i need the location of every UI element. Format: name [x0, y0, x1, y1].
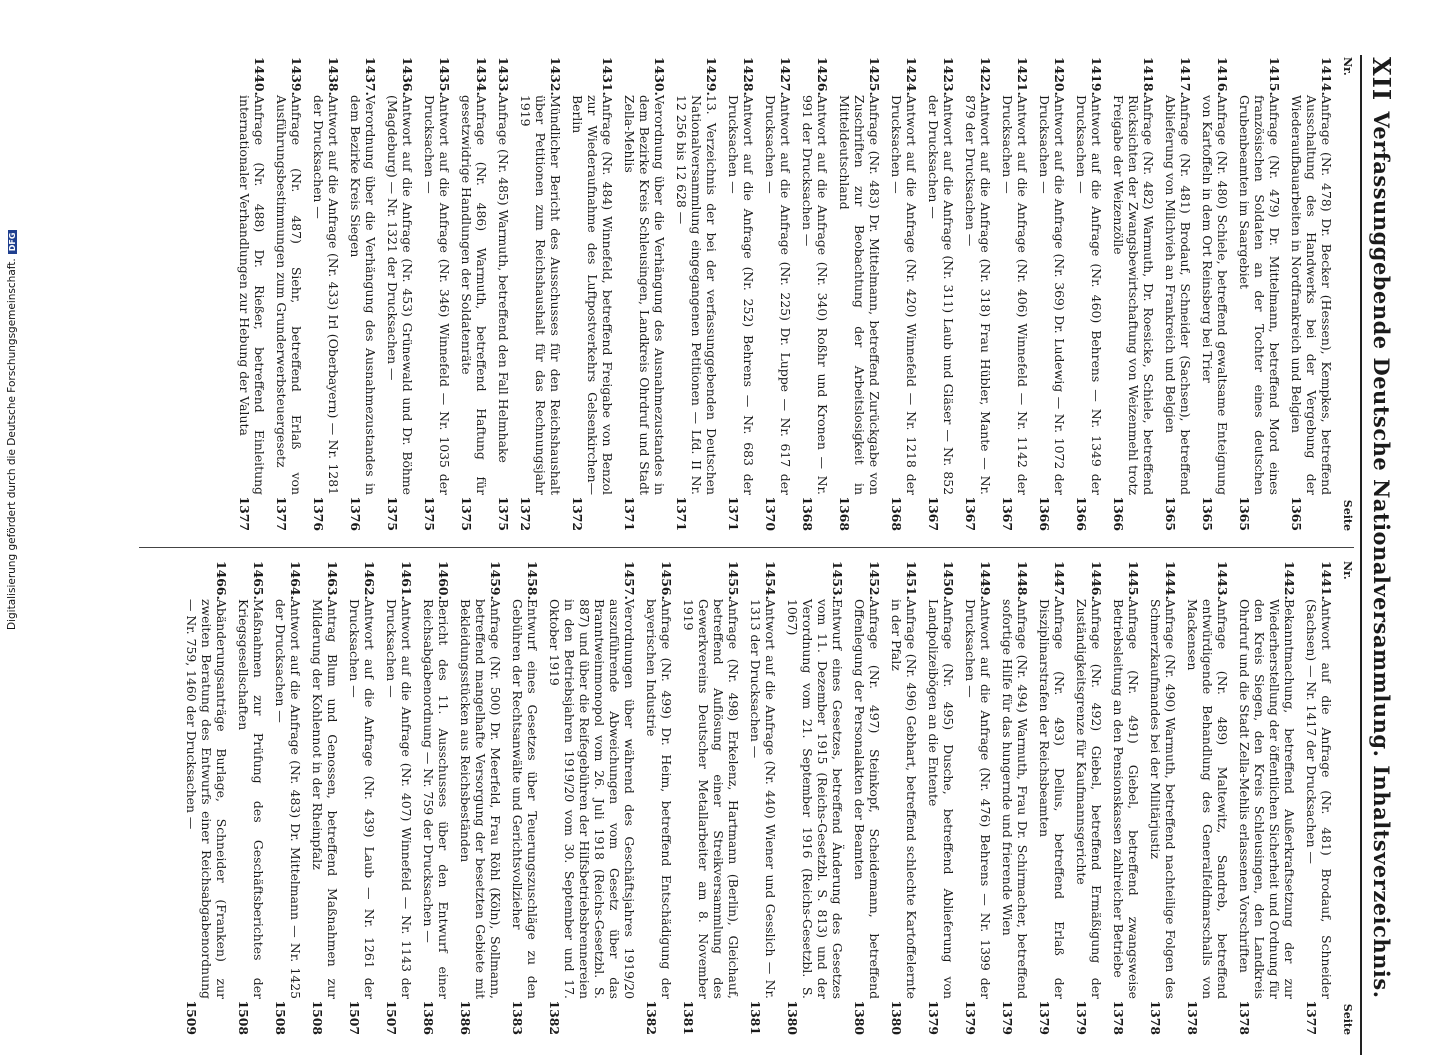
entry-text: Anfrage (Nr. 490) Warmuth, betreffend nachteilige Folgen des Schmerzkaufmandes bei der Militärjustiz — [1148, 599, 1178, 999]
toc-entry — [963, 55, 993, 533]
entry-page: 1365 — [1289, 496, 1304, 531]
toc-entry — [421, 559, 451, 1037]
entry-page: 1371 — [726, 496, 741, 531]
entry-number: 1452. — [867, 561, 882, 600]
left-entry-list — [237, 55, 1334, 533]
toc-entry — [237, 55, 267, 533]
entry-page: 1379 — [1074, 1000, 1089, 1035]
entry-page: 1508 — [236, 1000, 251, 1035]
entry-number: 1434. — [474, 57, 489, 96]
right-entry-list — [184, 559, 1334, 1037]
entry-page: 1508 — [310, 1000, 325, 1035]
toc-entry — [274, 55, 304, 533]
toc-entry — [422, 55, 452, 533]
entry-number: 1433. — [496, 57, 511, 96]
entry-number: 1459. — [488, 561, 503, 600]
entry-page: 1367 — [926, 496, 941, 531]
entry-page: 1380 — [852, 1000, 867, 1035]
entry-page: 1383 — [510, 1000, 525, 1035]
toc-entry — [385, 55, 415, 533]
entry-number: 1448. — [1015, 561, 1030, 600]
entry-text: Anfrage (Nr. 488) Dr. Rießer, betreffend Einleitung internationaler Verhandlungen zur Hebung der Valuta — [237, 95, 267, 495]
entry-text: Anfrage (Nr. 487) Siehr, betreffend Erlaß von Ausführungsbestimmungen zum Grunderwerbsteuergesetz — [274, 95, 304, 495]
toc-entry — [1304, 559, 1334, 1037]
entry-number: 1440. — [252, 57, 267, 96]
toc-entry — [1111, 559, 1141, 1037]
entry-text: Antwort auf die Anfrage (Nr. 225) Dr. Luppe — Nr. 617 der Drucksachen — — [763, 95, 793, 495]
entry-number: 1417. — [1178, 57, 1193, 96]
footer-text: Digitalisierung gefördert durch die Deutsche Forschungsgemeinschaft. — [6, 258, 18, 630]
entry-number: 1446. — [1089, 561, 1104, 600]
entry-page: 1367 — [1000, 496, 1015, 531]
entry-page: 1365 — [1163, 496, 1178, 531]
entry-page: 1380 — [889, 1000, 904, 1035]
toc-entry — [458, 559, 503, 1037]
toc-entry — [963, 559, 993, 1037]
toc-entry — [763, 55, 793, 533]
entry-number: 1442. — [1282, 561, 1297, 600]
entry-number: 1421. — [1015, 57, 1030, 96]
entry-page: 1371 — [674, 496, 689, 531]
toc-entry — [1074, 55, 1104, 533]
entry-text: Anfrage (Nr. 481) Brodauf, Schneider (Sachsen), betreffend Ablieferung von Milchvieh an Frankreich und Belgien — [1163, 95, 1193, 495]
toc-entry — [1185, 559, 1230, 1037]
entry-text: 13. Verzeichnis der bei der verfassunggebenden Deutschen Nationalversammlung eingegangenen Petitionen — Lfd. II Nr. 12 256 bis 12 628 — — [674, 95, 719, 495]
entry-number: 1454. — [763, 561, 778, 600]
entry-number: 1462. — [362, 561, 377, 600]
entry-number: 1431. — [600, 57, 615, 96]
entry-number: 1432. — [548, 57, 563, 96]
entry-page: 1378 — [1148, 1000, 1163, 1035]
page-header — [1360, 55, 1396, 1055]
entry-page: 1381 — [681, 1000, 696, 1035]
entry-page: 1378 — [1111, 1000, 1126, 1035]
entry-text: Anfrage (Nr. 494) Warmuth, Frau Dr. Schirmacher, betreffend sofortige Hilfe für das hungernde und frierende Wien — [1000, 599, 1030, 999]
column-divider — [139, 547, 1354, 548]
entry-text: Anfrage (Nr. 484) Winnefeld, betreffend Freigabe von Benzol zur Wiederaufnahme des Luftpostverkehrs Gelsenkirchen—Berlin — [570, 95, 615, 495]
toc-entry — [1163, 55, 1193, 533]
entry-text: Antwort auf die Anfrage (Nr. 407) Winnefeld — Nr. 1143 der Drucksachen — — [384, 599, 414, 999]
entry-number: 1428. — [741, 57, 756, 96]
entry-page: 1507 — [347, 1000, 362, 1035]
entry-number: 1427. — [778, 57, 793, 96]
entry-page: 1382 — [547, 1000, 562, 1035]
entry-page: 1370 — [763, 496, 778, 531]
toc-entry — [1289, 55, 1334, 533]
entry-page: 1366 — [1037, 496, 1052, 531]
entry-number: 1437. — [363, 57, 378, 96]
entry-page: 1371 — [622, 496, 637, 531]
toc-entry — [1074, 559, 1104, 1037]
entry-text: Antwort auf die Anfrage (Nr. 481) Brodauf, Schneider (Sachsen) — Nr. 1417 der Drucksachen — — [1304, 599, 1334, 999]
toc-entry — [1037, 559, 1067, 1037]
page-title: Verfassunggebende Deutsche Nationalversammlung. Inhaltsverzeichnis. — [1369, 111, 1394, 999]
entry-text: Verordnungen über während des Geschäftsjahres 1919/20 auszuführende Abweichungen vom Gesetz über das Branntweinmonopol vom 26. Juli 1918 (Reichs-Gesetzbl. S. 887) und über die Reifegebühren der Hilfsbetriebsbrennereien in den Betriebsjahren 1919/20 vom 30. September und 17. Oktober 1919 — [547, 599, 637, 999]
entry-number: 1456. — [659, 561, 674, 600]
entry-text: Antwort auf die Anfrage (Nr. 369) Dr. Ludewig — Nr. 1072 der Drucksachen — — [1037, 95, 1067, 495]
entry-text: Antwort auf die Anfrage (Nr. 476) Behrens — Nr. 1399 der Drucksachen — — [963, 599, 993, 999]
entry-text: Antwort auf die Anfrage (Nr. 433) Irl (Oberbayern) — Nr. 1281 der Drucksachen — — [311, 95, 341, 495]
toc-entry — [1148, 559, 1178, 1037]
toc-entry — [926, 559, 956, 1037]
entry-text: Maßnahmen zur Prüfung des Geschäftsberichtes der Kriegsgesellschaften — [236, 599, 266, 999]
toc-entry — [785, 559, 845, 1037]
entry-page: 1375 — [459, 496, 474, 531]
toc-entry — [1111, 55, 1156, 533]
toc-entry — [1237, 559, 1297, 1037]
entry-text: Antwort auf die Anfrage (Nr. 439) Laub — Nr. 1261 der Drucksachen — — [347, 599, 377, 999]
entry-text: Bericht des 11. Ausschusses über den Entwurf einer Reichsabgabenordnung — Nr. 759 der Drucksachen — — [421, 599, 451, 999]
entry-text: Antwort auf die Anfrage (Nr. 346) Winnefeld — Nr. 1035 der Drucksachen — — [422, 95, 452, 495]
toc-entry — [348, 55, 378, 533]
entry-number: 1447. — [1052, 561, 1067, 600]
entry-text: Entwurf eines Gesetzes, betreffend Änderung des Gesetzes vom 11. Dezember 1915 (Reichs-Gesetzbl. S. 813) und der Verordnung vom 21. September 1916 (Reichs-Gesetzbl. S. 1067) — [785, 599, 845, 999]
nr-label: Nr. — [1341, 57, 1354, 76]
toc-entry — [926, 55, 956, 533]
entry-number: 1424. — [904, 57, 919, 96]
entry-text: Anfrage (Nr. 493) Delius, betreffend Erlaß der Disziplinarstrafen der Reichsbeamten — [1037, 599, 1067, 999]
entry-page: 1509 — [184, 1000, 199, 1035]
toc-entry — [1037, 55, 1067, 533]
entry-text: Anfrage (Nr. 479) Dr. Mittelmann, betreffend Mord eines französischen Soldaten an der Tochter eines deutschen Grubenbeamten im Saargebiet — [1237, 95, 1282, 495]
toc-entry — [1000, 55, 1030, 533]
entry-text: Antrag Blum und Genossen, betreffend Maßnahmen zur Milderung der Kohlennot in der Rheinpfalz — [310, 599, 340, 999]
entry-number: 1414. — [1319, 57, 1334, 96]
entry-number: 1439. — [289, 57, 304, 96]
entry-number: 1422. — [978, 57, 993, 96]
entry-page: 1378 — [1185, 1000, 1200, 1035]
toc-entry — [726, 55, 756, 533]
left-column — [230, 55, 1354, 533]
entry-text: Antwort auf die Anfrage (Nr. 483) Dr. Mittelmann — Nr. 1425 der Drucksachen — — [273, 599, 303, 999]
entry-number: 1436. — [400, 57, 415, 96]
entry-text: Anfrage (Nr. 492) Giebel, betreffend Ermäßigung der Zuständigkeitsgrenze für Kaufmannsgerichte — [1074, 599, 1104, 999]
seite-label: Seite — [1341, 1003, 1354, 1035]
entry-page: 1379 — [1037, 1000, 1052, 1035]
entry-number: 1418. — [1141, 57, 1156, 96]
entry-text: Antwort auf die Anfrage (Nr. 406) Winnefeld — Nr. 1142 der Drucksachen — — [1000, 95, 1030, 495]
entry-text: Antwort auf die Anfrage (Nr. 440) Wiener und Gesslich — Nr. 1313 der Drucksachen — — [748, 599, 778, 999]
entry-page: 1377 — [274, 496, 289, 531]
entry-text: Anfrage (Nr. 478) Dr. Becker (Hessen), Kempkes, betreffend Ausschaltung des Handwerks bei der Vergebung der Wiederaufbauarbeiten in Nordfrankreich und Belgien — [1289, 95, 1334, 495]
entry-page: 1379 — [1000, 1000, 1015, 1035]
entry-number: 1453. — [830, 561, 845, 600]
entry-text: Entwurf eines Gesetzes über Teuerungszuschläge zu den Gebühren der Rechtsanwälte und Gerichtsvollzieher — [510, 599, 540, 999]
entry-text: Antwort auf die Anfrage (Nr. 340) Roßhr und Kronen — Nr. 991 der Drucksachen — — [800, 95, 830, 495]
entry-number: 1416. — [1215, 57, 1230, 96]
entry-text: Anfrage (Nr. 486) Warmuth, betreffend Haftung für gesetzwidrige Handlungen der Soldatenräte — [459, 95, 489, 495]
entry-number: 1451. — [904, 561, 919, 600]
toc-page — [102, 55, 1402, 1055]
entry-text: Verordnung über die Verhängung des Ausnahmezustandes in dem Bezirke Kreis Schleusingen, Landkreis Ohrdruf und Stadt Zella-Mehlis — [622, 95, 667, 495]
entry-page: 1377 — [1304, 1000, 1319, 1035]
entry-number: 1425. — [867, 57, 882, 96]
entry-number: 1444. — [1163, 561, 1178, 600]
entry-page: 1378 — [1237, 1000, 1252, 1035]
toc-entry — [236, 559, 266, 1037]
entry-text: Anfrage (Nr. 489) Maltewitz, Sandreb, betreffend entwürdigende Behandlung des Generalfeldmarschalls von Mackensen — [1185, 599, 1230, 999]
entry-page: 1507 — [384, 1000, 399, 1035]
entry-page: 1382 — [644, 1000, 659, 1035]
nr-label: Nr. — [1341, 561, 1354, 580]
entry-text: Anfrage (Nr. 495) Dusche, betreffend Ablieferung von Landpolizeibögen an die Entente — [926, 599, 956, 999]
entry-text: Antwort auf die Anfrage (Nr. 420) Winnefeld — Nr. 1218 der Drucksachen — — [889, 95, 919, 495]
entry-page: 1368 — [800, 496, 815, 531]
entry-page: 1368 — [837, 496, 852, 531]
left-column-header — [1338, 55, 1354, 533]
toc-entry — [1000, 559, 1030, 1037]
entry-number: 1450. — [941, 561, 956, 600]
toc-entry — [800, 55, 830, 533]
entry-number: 1430. — [652, 57, 667, 96]
toc-entry — [570, 55, 615, 533]
toc-entry — [273, 559, 303, 1037]
toc-entry — [674, 55, 719, 533]
toc-entry — [1200, 55, 1230, 533]
entry-number: 1441. — [1319, 561, 1334, 600]
toc-entry — [384, 559, 414, 1037]
entry-number: 1445. — [1126, 561, 1141, 600]
entry-text: Mündlicher Bericht des Ausschusses für den Reichshaushalt über Petitionen zum Reichshaushalt für das Rechnungsjahr 1919 — [518, 95, 563, 495]
toc-entry — [852, 559, 882, 1037]
entry-number: 1464. — [288, 561, 303, 600]
entry-text: Anfrage (Nr. 496) Gebhart, betreffend schlechte Kartoffelernte in der Pfalz — [889, 599, 919, 999]
entry-text: Anfrage (Nr. 500) Dr. Meerfeld, Frau Röhl (Köln), Sollmann, betreffend mangelhafte Versorgung der besetzten Gebiete mit Bekleidungsstücken aus Reichsbeständen — [458, 599, 503, 999]
entry-text: Anfrage (Nr. 480) Schiele, betreffend gewaltsame Enteignung von Kartoffeln in dem Ort Reinsberg bei Trier — [1200, 95, 1230, 495]
entry-number: 1415. — [1267, 57, 1282, 96]
entry-page: 1366 — [1111, 496, 1126, 531]
entry-page: 1367 — [963, 496, 978, 531]
entry-page: 1375 — [496, 496, 511, 531]
entry-number: 1457. — [622, 561, 637, 600]
toc-entry — [496, 55, 511, 533]
entry-number: 1426. — [815, 57, 830, 96]
entry-number: 1465. — [251, 561, 266, 600]
entry-page: 1375 — [385, 496, 400, 531]
toc-entry — [644, 559, 674, 1037]
entry-number: 1458. — [525, 561, 540, 600]
right-column-header — [1338, 559, 1354, 1037]
entry-text: Antwort auf die Anfrage (Nr. 311) Laub und Gläser — Nr. 852 der Drucksachen — — [926, 95, 956, 495]
toc-entry — [889, 559, 919, 1037]
toc-entry — [1237, 55, 1282, 533]
entry-number: 1463. — [325, 561, 340, 600]
entry-text: Antwort auf die Anfrage (Nr. 318) Frau Hübler, Mante — Nr. 879 der Drucksachen — — [963, 95, 993, 495]
entry-number: 1449. — [978, 561, 993, 600]
entry-page: 1377 — [237, 496, 252, 531]
entry-page: 1380 — [785, 1000, 800, 1035]
entry-page: 1375 — [422, 496, 437, 531]
entry-text: Anfrage (Nr. 491) Giebel, betreffend zwangsweise Betriebsleitung an den Pensionskassen zahlreicher Betriebe — [1111, 599, 1141, 999]
entry-text: Anfrage (Nr. 497) Steinkopf, Scheidemann, betreffend Offenlegung der Personalakten der Beamten — [852, 599, 882, 999]
entry-text: Bekanntmachung, betreffend Außerkraftsetzung der zur Wiederherstellung der öffentlichen Sicherheit und Ordnung für den Kreis Siegen, den Kreis Schleusingen, den Landkreis Ohrdruf und die Stadt Zella-Mehlis erlassenen Vorschriften — [1237, 599, 1297, 999]
entry-page: 1372 — [570, 496, 585, 531]
toc-entry — [347, 559, 377, 1037]
toc-entry — [184, 559, 229, 1037]
seite-label: Seite — [1341, 499, 1354, 531]
entry-number: 1438. — [326, 57, 341, 96]
entry-text: Antwort auf die Anfrage (Nr. 252) Behrens — Nr. 683 der Drucksachen — — [726, 95, 756, 495]
entry-page: 1376 — [311, 496, 326, 531]
dfg-logo: DFG — [8, 230, 17, 255]
toc-entry — [889, 55, 919, 533]
toc-entry — [748, 559, 778, 1037]
entry-number: 1460. — [436, 561, 451, 600]
entry-page: 1376 — [348, 496, 363, 531]
toc-entry — [311, 55, 341, 533]
toc-entry — [510, 559, 540, 1037]
toc-entry — [310, 559, 340, 1037]
toc-entry — [547, 559, 637, 1037]
entry-number: 1443. — [1215, 561, 1230, 600]
toc-entry — [622, 55, 667, 533]
entry-number: 1423. — [941, 57, 956, 96]
entry-page: 1379 — [963, 1000, 978, 1035]
entry-number: 1435. — [437, 57, 452, 96]
entry-text: Anfrage (Nr. 482) Warmuth, Dr. Roesicke, Schiele, betreffend Rücksichten der Zwangsbewirtschaftung von Weizenmehl trotz Freigabe der Weizenzölle — [1111, 95, 1156, 495]
entry-page: 1508 — [273, 1000, 288, 1035]
entry-text: Verordnung über die Verhängung des Ausnahmezustandes in dem Bezirke Kreis Siegen — [348, 95, 378, 495]
entry-page: 1365 — [1200, 496, 1215, 531]
entry-number: 1455. — [726, 561, 741, 600]
entry-page: 1372 — [518, 496, 533, 531]
entry-number: 1429. — [704, 57, 719, 96]
toc-entry — [681, 559, 741, 1037]
entry-text: Abänderungsanträge Burlage, Schneider (Franken) zur zweiten Beratung des Entwurfs einer Reichsabgabenordnung — Nr. 759, 1460 der Drucksachen — — [184, 599, 229, 999]
entry-number: 1466. — [214, 561, 229, 600]
page-number: XII — [1367, 57, 1396, 102]
entry-text: Antwort auf die Anfrage (Nr. 460) Behrens — Nr. 1349 der Drucksachen — — [1074, 95, 1104, 495]
entry-number: 1461. — [399, 561, 414, 600]
entry-page: 1365 — [1237, 496, 1252, 531]
toc-entry — [459, 55, 489, 533]
entry-text: Anfrage (Nr. 499) Dr. Heim, betreffend Entschädigung der bayerischen Industrie — [644, 599, 674, 999]
toc-entry — [837, 55, 882, 533]
entry-text: Anfrage (Nr. 485) Warmuth, betreffend den Fall Helmhake — [496, 95, 511, 463]
entry-text: Anfrage (Nr. 483) Dr. Mittelmann, betreffend Zurückgabe von Zuschriften zur Beobachtung der Arbeitslosigkeit in Mitteldeutschland — [837, 95, 882, 495]
digitization-footer — [6, 232, 22, 630]
entry-text: Anfrage (Nr. 498) Erkelenz, Hartmann (Berlin), Gleichauf, betreffend Auflösung einer Streikversammlung des Gewerkvereins Deutscher Metallarbeiter am 8. November 1919 — [681, 599, 741, 999]
right-column — [177, 559, 1354, 1037]
entry-page: 1366 — [1074, 496, 1089, 531]
entry-number: 1419. — [1089, 57, 1104, 96]
entry-number: 1420. — [1052, 57, 1067, 96]
entry-page: 1386 — [458, 1000, 473, 1035]
entry-text: Antwort auf die Anfrage (Nr. 453) Grünewald und Dr. Böhme (Magdeburg) — Nr. 1321 der Drucksachen — — [385, 95, 415, 495]
entry-page: 1379 — [926, 1000, 941, 1035]
entry-page: 1381 — [748, 1000, 763, 1035]
toc-entry — [518, 55, 563, 533]
entry-page: 1386 — [421, 1000, 436, 1035]
entry-page: 1368 — [889, 496, 904, 531]
